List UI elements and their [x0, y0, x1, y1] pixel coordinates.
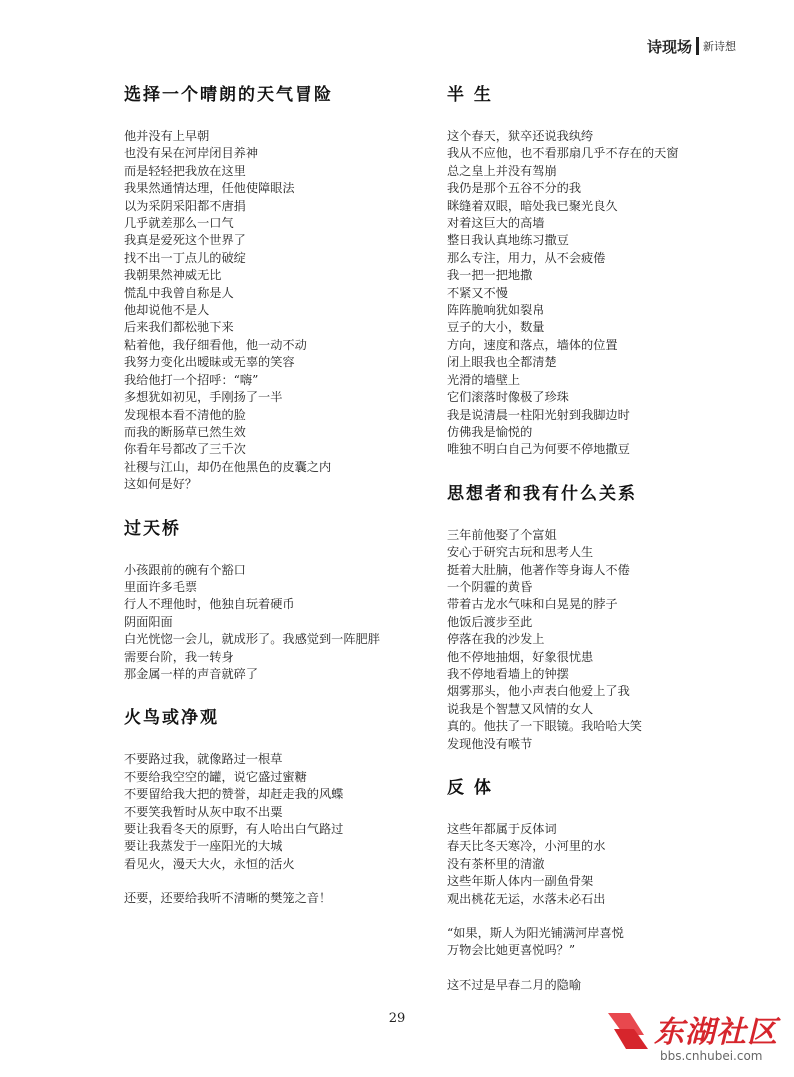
left-column: [124, 82, 424, 930]
poem-section: [447, 775, 747, 994]
poem-line: 仿佛我是愉悦的: [447, 424, 533, 439]
poem-line: 它们滚落时像极了珍珠: [447, 390, 569, 405]
poem-section: [124, 82, 424, 494]
poem-line: 不要留给我大把的赞誉，却赶走我的风蝶: [124, 787, 344, 802]
poem-line: 豆子的大小，数量: [447, 320, 545, 335]
poem-line: 光滑的墙壁上: [447, 372, 521, 387]
poem-title: 半 生: [447, 85, 493, 105]
watermark-site-name: 东湖社区: [654, 1015, 778, 1050]
page-header: [647, 36, 736, 56]
poem-line: “如果，斯人为阳光铺满河岸喜悦: [447, 926, 624, 941]
poem-line: 烟雾那头，他小声表白他爱上了我: [447, 684, 630, 699]
page-number: 29: [388, 1011, 406, 1026]
header-divider: [696, 37, 699, 55]
poem-body: [447, 128, 747, 459]
poem-line: 后来我们都松驰下来: [124, 320, 234, 335]
poem-line: 以为采阴采阳都不唐捐: [124, 198, 246, 213]
poem-line: 阵阵脆响犹如裂帛: [447, 303, 545, 318]
poem-line: 我是说清晨一柱阳光射到我脚边时: [447, 407, 630, 422]
poem-line: 多想犹如初见，手刚扬了一半: [124, 390, 283, 405]
poem-line: 不要路过我，就像路过一根草: [124, 752, 283, 767]
poem-line: 带着古龙水气味和白晃晃的脖子: [447, 597, 618, 612]
poem-body: [124, 128, 424, 494]
poem-section: [447, 82, 747, 459]
poem-title: 思想者和我有什么关系: [447, 483, 637, 504]
poem-line: 要让我蒸发于一座阳光的大城: [124, 839, 283, 854]
poem-line: 白光恍惚一会儿，就成形了。我感觉到一阵肥胖: [124, 632, 380, 647]
poem-section: [124, 516, 424, 684]
poem-body: [124, 562, 424, 684]
poem-line: 几乎就差那么一口气: [124, 216, 234, 231]
poem-line: 那么专注，用力，从不会疲倦: [447, 250, 606, 265]
poem-body: [447, 821, 747, 994]
poem-line: 这些年都属于反体词: [447, 822, 557, 836]
poem-line: 停落在我的沙发上: [447, 632, 545, 647]
poem-line: 他并没有上早朝: [124, 129, 210, 143]
stanza-break: [124, 873, 424, 890]
poem-line: 春天比冬天寒冷，小河里的水: [447, 839, 606, 854]
poem-line: 三年前他娶了个富姐: [447, 527, 557, 542]
poem-line: 眯缝着双眼，暗处我已聚光良久: [447, 198, 618, 213]
poem-line: 不要笑我暂时从灰中取不出粟: [124, 804, 283, 819]
poem-line: 总之皇上并没有驾崩: [447, 163, 557, 178]
poem-line: 我从不应他，也不看那扇几乎不存在的天窗: [447, 146, 679, 161]
poem-line: 要让我看冬天的原野，有人哈出白气路过: [124, 822, 344, 836]
poem-line: 不要给我空空的罐，说它盛过蜜糖: [124, 769, 307, 784]
magazine-section-name: 诗现场: [646, 37, 692, 56]
poem-line: 行人不理他时，他独自玩着硬币: [124, 597, 295, 612]
poem-section: [124, 705, 424, 907]
stanza-break: [447, 908, 747, 925]
poem-line: 这个春天，狱卒还说我纨绔: [447, 129, 594, 143]
poem-line: 整日我认真地练习撒豆: [447, 233, 569, 248]
magazine-subsection-name: 新诗想: [703, 40, 736, 53]
poem-line: 说我是个智慧又风情的女人: [447, 701, 594, 716]
poem-line: 没有茶杯里的清澈: [447, 856, 545, 871]
poem-title: 反 体: [447, 778, 493, 798]
poem-line: 我不停地看墙上的钟摆: [447, 666, 569, 681]
poem-line: 也没有呆在河岸闭目养神: [124, 146, 259, 161]
poem-line: 社稷与江山，却仍在他黑色的皮囊之内: [124, 459, 332, 474]
poem-line: 我给他打一个招呼：“嗨”: [124, 372, 259, 387]
poem-line: 挺着大肚腩，他著作等身诲人不倦: [447, 562, 630, 577]
poem-body: [447, 527, 747, 753]
poem-line: 万物会比她更喜悦吗？”: [447, 943, 576, 958]
poem-line: 他不停地抽烟，好象很忧患: [447, 649, 594, 664]
poem-line: 唯独不明白自己为何要不停地撒豆: [447, 442, 630, 457]
poem-line: 方向，速度和落点，墙体的位置: [447, 337, 618, 352]
poem-line: 那金属一样的声音就碎了: [124, 666, 259, 681]
poem-line: 阴面阳面: [124, 614, 173, 629]
poem-line: 小孩跟前的碗有个豁口: [124, 562, 246, 577]
poem-line: 看见火，漫天大火，永恒的活火: [124, 856, 295, 871]
poem-body: [124, 751, 424, 907]
poem-line: 需要台阶，我一转身: [124, 649, 234, 664]
poem-line: 你看年号都改了三千次: [124, 442, 246, 457]
poem-section: [447, 481, 747, 753]
watermark-logo-icon: [604, 1005, 652, 1053]
poem-line: 里面许多毛票: [124, 579, 198, 594]
poem-line: 他饭后渡步至此: [447, 614, 533, 629]
poem-title: 火鸟或净观: [124, 708, 219, 729]
watermark-url: bbs.cnhubei.com: [660, 1049, 763, 1063]
poem-line: 这如何是好？: [124, 477, 198, 492]
poem-line: 我真是爱死这个世界了: [124, 233, 246, 248]
poem-line: 粘着他，我仔细看他，他一动不动: [124, 337, 307, 352]
poem-title: 过天桥: [124, 518, 181, 539]
poem-line: 找不出一丁点儿的破绽: [124, 250, 246, 265]
poem-line: 闭上眼我也全都清楚: [447, 355, 557, 370]
poem-line: 他却说他不是人: [124, 303, 210, 318]
poem-line: 我朝果然神威无比: [124, 268, 222, 283]
poem-line: 我努力变化出暧昧或无辜的笑容: [124, 355, 295, 370]
poem-line: 不紧又不慢: [447, 285, 508, 300]
poem-line: 我仍是那个五谷不分的我: [447, 181, 582, 196]
poem-line: 这些年斯人体内一副鱼骨架: [447, 874, 594, 889]
poem-line: 安心于研究古玩和思考人生: [447, 545, 594, 560]
poem-line: 观出桃花无运，水落未必石出: [447, 891, 606, 906]
poem-line: 一个阴霾的黄昏: [447, 579, 533, 594]
poem-line: 这不过是早春二月的隐喻: [447, 977, 582, 992]
site-watermark: [604, 1005, 784, 1071]
poem-line: 慌乱中我曾自称是人: [124, 285, 234, 300]
poem-line: 发现他没有喉节: [447, 736, 533, 751]
poem-line: 真的。他扶了一下眼镜。我哈哈大笑: [447, 719, 642, 734]
poem-line: 而是轻轻把我放在这里: [124, 163, 246, 178]
poem-line: 对着这巨大的高墙: [447, 216, 545, 231]
poem-line: 我果然通情达理，任他使障眼法: [124, 181, 295, 196]
stanza-break: [447, 960, 747, 977]
poem-title: 选择一个晴朗的天气冒险: [124, 85, 333, 105]
poem-line: 发现根本看不清他的脸: [124, 407, 246, 422]
poem-line: 而我的断肠草已然生效: [124, 424, 246, 439]
poem-line: 我一把一把地撒: [447, 268, 533, 283]
poem-line: 还要，还要给我听不清晰的樊笼之音！: [124, 891, 332, 906]
right-column: [447, 82, 747, 1016]
